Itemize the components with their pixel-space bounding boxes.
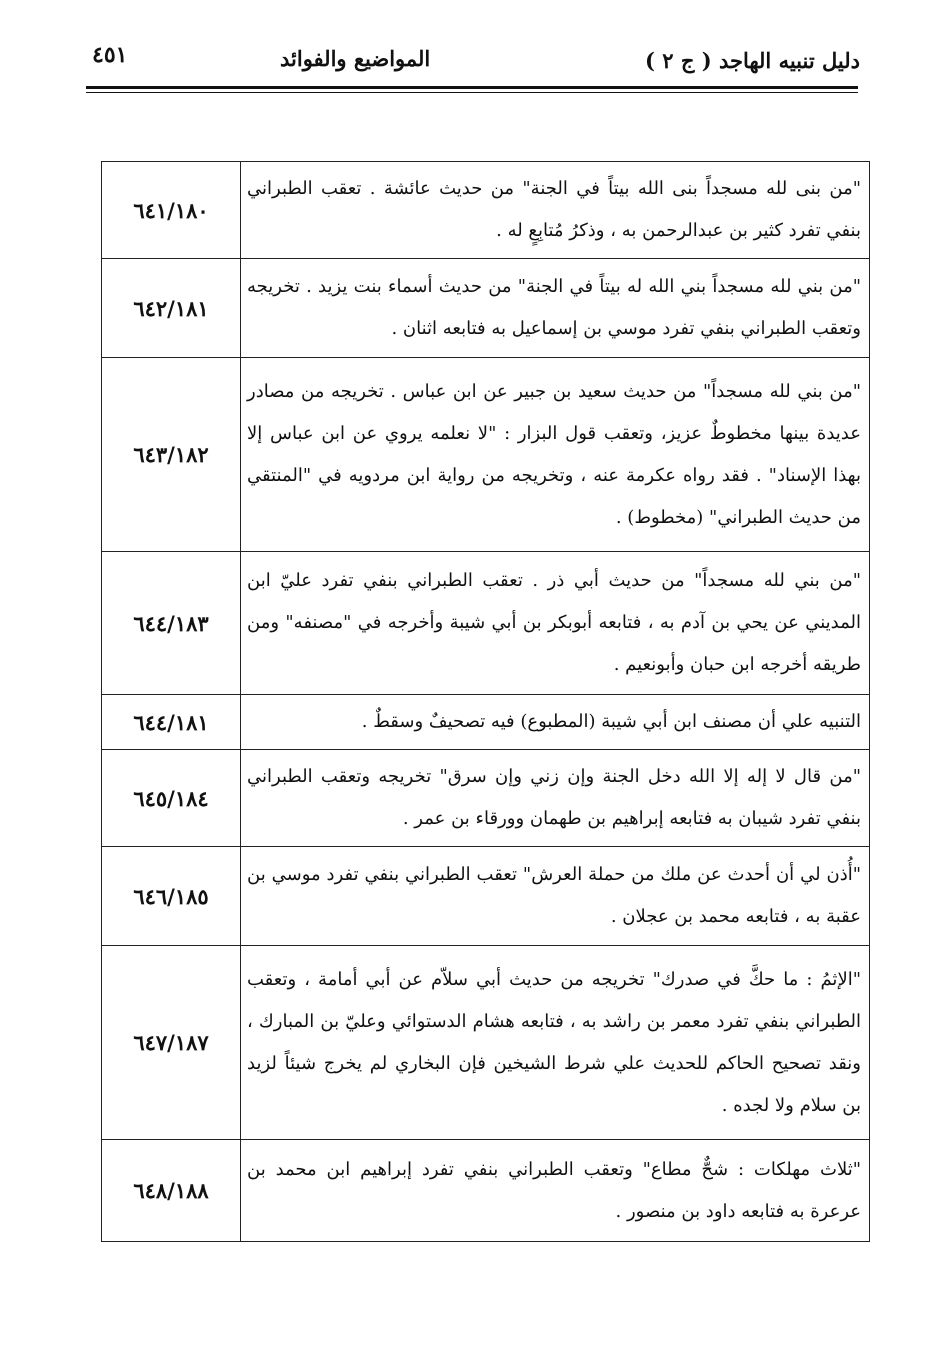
table-row — [102, 358, 870, 552]
page-header — [90, 40, 860, 84]
entries-table — [101, 161, 870, 1242]
header-rule-thick — [86, 86, 858, 89]
entry-reference: ٦٤٨/١٨٨ — [102, 1140, 241, 1242]
entry-reference: ٦٤٥/١٨٤ — [102, 750, 241, 847]
entry-text: "من بني لله مسجداً بني الله له بيتاً في الجنة" من حديث أسماء بنت يزيد . تخريجه وتعقب الطبراني بنفي تفرد موسي بن إسماعيل به فتابعه اثنان . — [241, 259, 870, 358]
header-rule-thin — [86, 92, 858, 93]
page-number: ٤٥١ — [92, 42, 128, 68]
entry-reference: ٦٤٤/١٨٣ — [102, 552, 241, 695]
entry-reference: ٦٤٦/١٨٥ — [102, 847, 241, 946]
entry-text: "أُذن لي أن أحدث عن ملك من حملة العرش" تعقب الطبراني بنفي تفرد موسي بن عقبة به ، فتابعه محمد بن عجلان . — [241, 847, 870, 946]
table-row — [102, 750, 870, 847]
table-row — [102, 259, 870, 358]
table-row — [102, 695, 870, 750]
entry-reference: ٦٤٢/١٨١ — [102, 259, 241, 358]
entry-text: "من بني لله مسجداً" من حديث أبي ذر . تعقب الطبراني بنفي تفرد عليّ ابن المديني عن يحي بن آدم به ، فتابعه أبوبكر بن أبي شيبة وأخرجه في "مصنفه" ومن طريقه أخرجه ابن حبان وأبونعيم . — [241, 552, 870, 695]
table-row — [102, 847, 870, 946]
entry-text: "من بنى لله مسجداً بنى الله بيتاً في الجنة" من حديث عائشة . تعقب الطبراني بنفي تفرد كثير بن عبدالرحمن به ، وذكرُ مُتابِعٍ له . — [241, 162, 870, 259]
entry-text: "من قال لا إله إلا الله دخل الجنة وإن زني وإن سرق" تخريجه وتعقب الطبراني بنفي تفرد شيبان به فتابعه إبراهيم بن طهمان وورقاء بن عمر . — [241, 750, 870, 847]
entry-text: "ثلاث مهلكات : شحٌّ مطاع" وتعقب الطبراني بنفي تفرد إبراهيم ابن محمد بن عرعرة به فتابعه داود بن منصور . — [241, 1140, 870, 1242]
entry-text: "الإثمُ : ما حكَّ في صدرك" تخريجه من حديث أبي سلاّم عن أبي أمامة ، وتعقب الطبراني بنفي تفرد معمر بن راشد به ، فتابعه هشام الدستوائي وعليّ بن المبارك ، ونقد تصحيح الحاكم للحديث علي شرط الشيخين فإن البخاري لم يخرج شيئاً لزيد بن سلام ولا لجده . — [241, 946, 870, 1140]
entry-reference: ٦٤٣/١٨٢ — [102, 358, 241, 552]
entry-text: "من بني لله مسجداً" من حديث سعيد بن جبير عن ابن عباس . تخريجه من مصادر عديدة بينها مخطوطٌ عزيز، وتعقب قول البزار : "لا نعلمه يروي عن ابن عباس إلا بهذا الإسناد" . فقد رواه عكرمة عنه ، وتخريجه من رواية ابن مردويه في "المنتقي من حديث الطبراني" (مخطوط) . — [241, 358, 870, 552]
entry-reference: ٦٤٧/١٨٧ — [102, 946, 241, 1140]
entry-reference: ٦٤١/١٨٠ — [102, 162, 241, 259]
table-row — [102, 946, 870, 1140]
table-row — [102, 552, 870, 695]
book-title: دليل تنبيه الهاجد ( ج ٢ ) — [645, 48, 860, 73]
table-row — [102, 1140, 870, 1242]
section-title: المواضيع والفوائد — [280, 46, 431, 71]
entry-text: التنبيه علي أن مصنف ابن أبي شيبة (المطبوع) فيه تصحيفٌ وسقطٌ . — [241, 695, 870, 750]
entry-reference: ٦٤٤/١٨١ — [102, 695, 241, 750]
table-row — [102, 162, 870, 259]
